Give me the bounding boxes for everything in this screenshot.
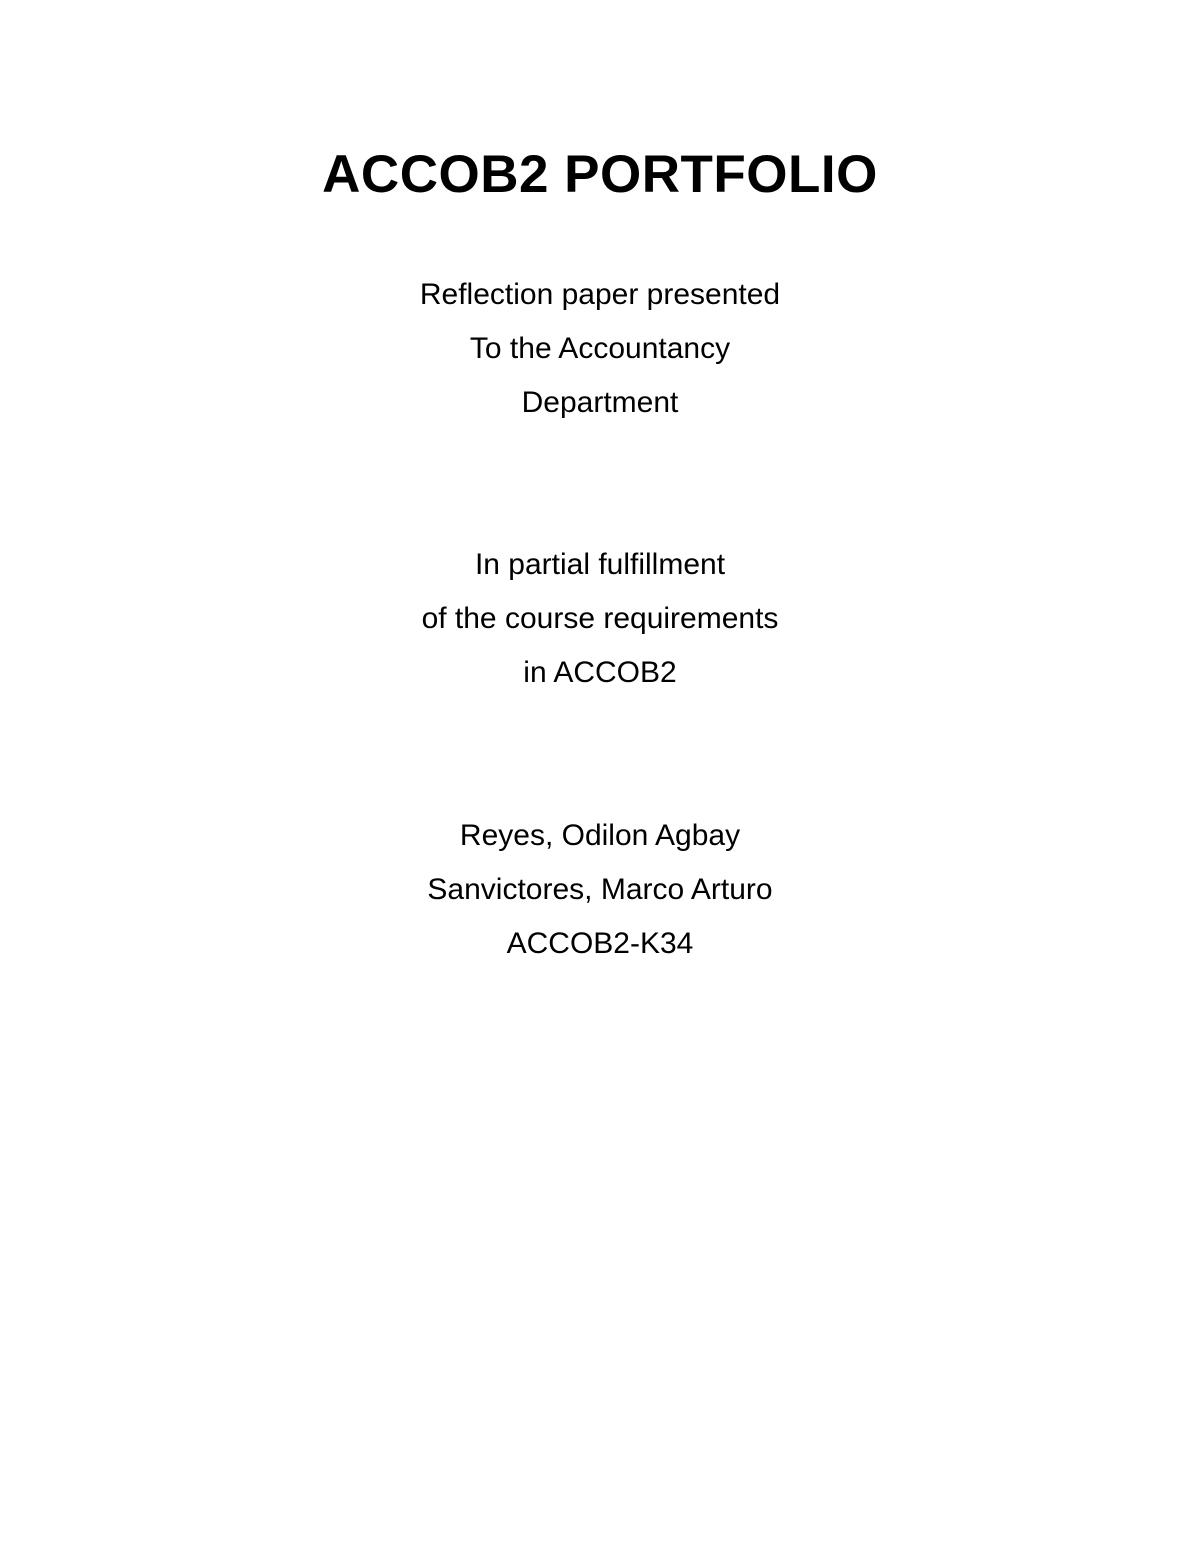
presentation-line: Reflection paper presented	[419, 278, 781, 311]
presentation-block	[0, 268, 1200, 430]
presentation-line: Department	[521, 386, 679, 419]
author-line: Reyes, Odilon Agbay	[459, 819, 741, 852]
document-title: ACCOB2 PORTFOLIO	[322, 145, 878, 204]
author-line: Sanvictores, Marco Arturo	[427, 873, 773, 906]
fulfillment-line: In partial fulfillment	[474, 548, 726, 581]
authors-block	[0, 809, 1200, 971]
fulfillment-line: in ACCOB2	[523, 656, 677, 689]
presentation-line: To the Accountancy	[469, 332, 731, 365]
fulfillment-block	[0, 538, 1200, 700]
section-code: ACCOB2-K34	[506, 927, 694, 960]
fulfillment-line: of the course requirements	[421, 602, 779, 635]
